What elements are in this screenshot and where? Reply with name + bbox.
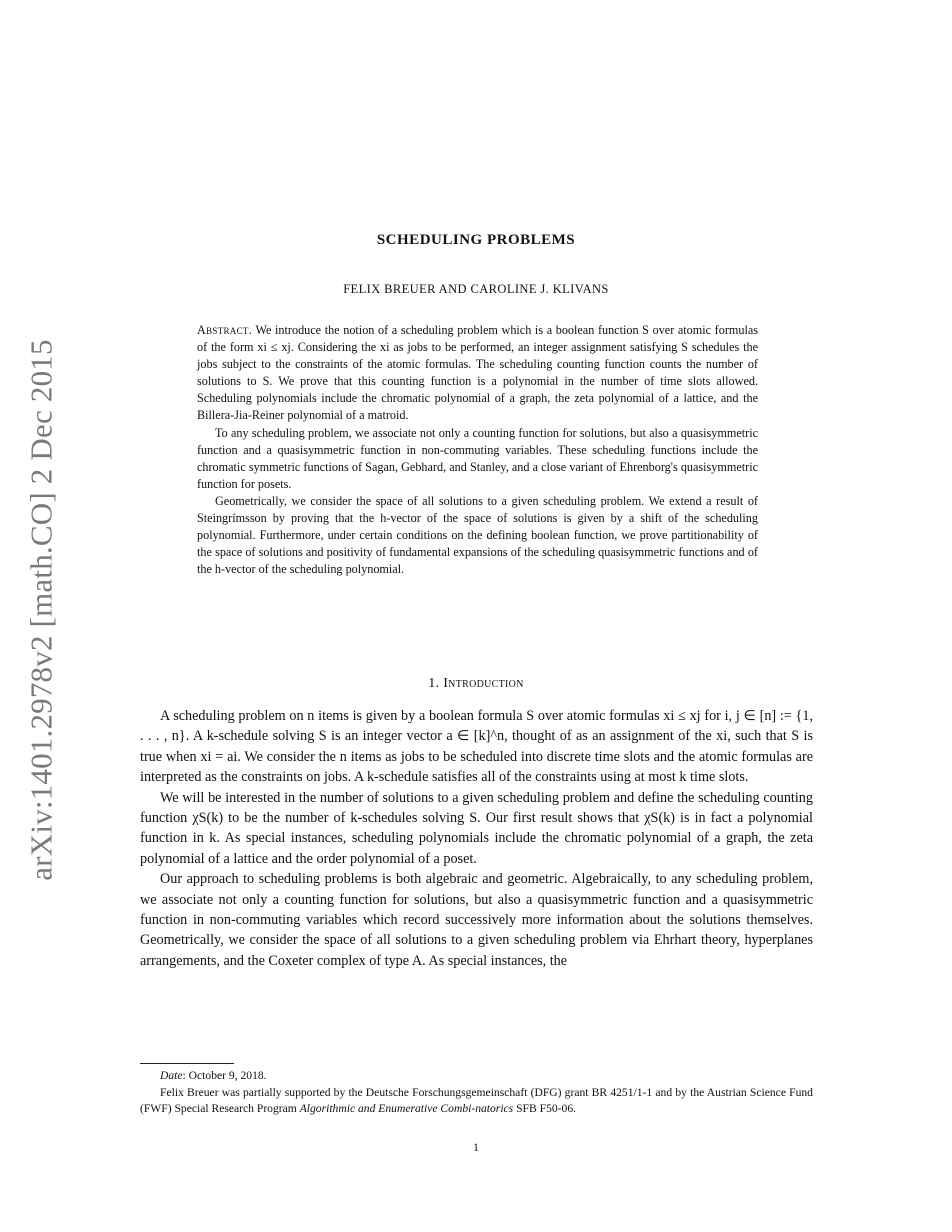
arxiv-identifier-stamp xyxy=(22,320,62,900)
footnote-date-value: : October 9, 2018. xyxy=(182,1069,267,1082)
footnote-divider xyxy=(140,1063,234,1064)
abstract-paragraph-3: Geometrically, we consider the space of all solutions to a given scheduling problem. We extend a result of Steingrímsson by proving that the h-vector of the space of solutions is given by a shift of the scheduling polynomial. Furthermore, under certain conditions on the defining boolean function, we prove partitionability of the space of solutions and positivity of fundamental expansions of the scheduling quasisymmetric functions and of the h-vector of the scheduling polynomial. xyxy=(197,493,758,577)
abstract-paragraph-2: To any scheduling problem, we associate not only a counting function for solutions, but also a quasisymmetric function and a quasisymmetric function in non-commuting variables. These scheduling functions include the chromatic symmetric functions of Sagan, Gebhard, and Stanley, and a close variant of Ehrenborg's quasisymmetric function for posets. xyxy=(197,425,758,491)
section-title: Introduction xyxy=(443,676,524,691)
abstract xyxy=(197,322,758,578)
intro-paragraph-2: We will be interested in the number of solutions to a given scheduling problem and define the scheduling counting function χS(k) to be the number of k-schedules solving S. Our first result shows that χS(k) is in fact a polynomial function in k. As special instances, scheduling polynomials include the chromatic polynomial of a graph, the zeta polynomial of a lattice and the order polynomial of a poset. xyxy=(140,789,813,867)
section-heading-introduction xyxy=(0,676,952,692)
footnotes xyxy=(140,1068,813,1118)
section-number: 1. xyxy=(428,676,440,691)
abstract-p1-text: We introduce the notion of a scheduling problem which is a boolean function S over atomic formulas of the form xi ≤ xj. Considering the xi as jobs to be performed, an integer assignment satisfying S schedules the jobs subject to the constraints of the atomic formulas. The scheduling counting function counts the number of solutions to S. We prove that this counting function is a polynomial in the number of time slots allowed. Scheduling polynomials include the chromatic polynomial of a graph, the zeta polynomial of a lattice, and the Billera-Jia-Reiner polynomial of a matroid. xyxy=(197,323,759,423)
introduction-body xyxy=(140,706,813,971)
intro-paragraph-1: A scheduling problem on n items is given by a boolean formula S over atomic formulas xi ≤ xj for i, j ∈ [n] := {1, . . . , n}. A k-schedule solving S is an integer vector a ∈ [k]^n, thought of as an assignment of the xi, such that S is true when xi = ai. We consider the n items as jobs to be scheduled into discrete time slots and the atomic formulas are interpreted as the constraints on jobs. A k-schedule satisfies all of the constraints using at most k time slots. xyxy=(140,708,813,786)
page-number: 1 xyxy=(473,1140,479,1154)
paper-authors: FELIX BREUER AND CAROLINE J. KLIVANS xyxy=(343,282,609,296)
arxiv-identifier-text: arXiv:1401.2978v2 [math.CO] 2 Dec 2015 xyxy=(24,339,59,881)
abstract-paragraph-1 xyxy=(197,322,758,425)
footnote-funding-program: Algorithmic and Enumerative Combi-natorics xyxy=(299,1102,514,1116)
abstract-label: Abstract. xyxy=(197,323,253,337)
footnote-funding-suffix: SFB F50-06. xyxy=(513,1102,577,1116)
footnote-date xyxy=(140,1068,813,1085)
footnote-funding xyxy=(140,1085,813,1118)
footnote-date-label: Date xyxy=(160,1069,183,1082)
intro-paragraph-3: Our approach to scheduling problems is both algebraic and geometric. Algebraically, to any scheduling problem, we associate not only a counting function for solutions, but also a quasisymmetric function and a quasisymmetric function in non-commuting variables which record successively more information about the solutions themselves. Geometrically, we consider the space of all solutions to a given scheduling problem via Ehrhart theory, hyperplanes arrangements, and the Coxeter complex of type A. As special instances, the xyxy=(140,871,813,969)
footnote-funding-line1: Felix Breuer was partially supported by the Deutsche Forschungsgemeinschaft (DFG) grant BR 4251/1-1 xyxy=(160,1085,653,1099)
paper-title: SCHEDULING PROBLEMS xyxy=(376,232,576,248)
footnote-funding-line2: and by the Austrian Science Fund (FWF) Special Research Program xyxy=(140,1085,813,1116)
